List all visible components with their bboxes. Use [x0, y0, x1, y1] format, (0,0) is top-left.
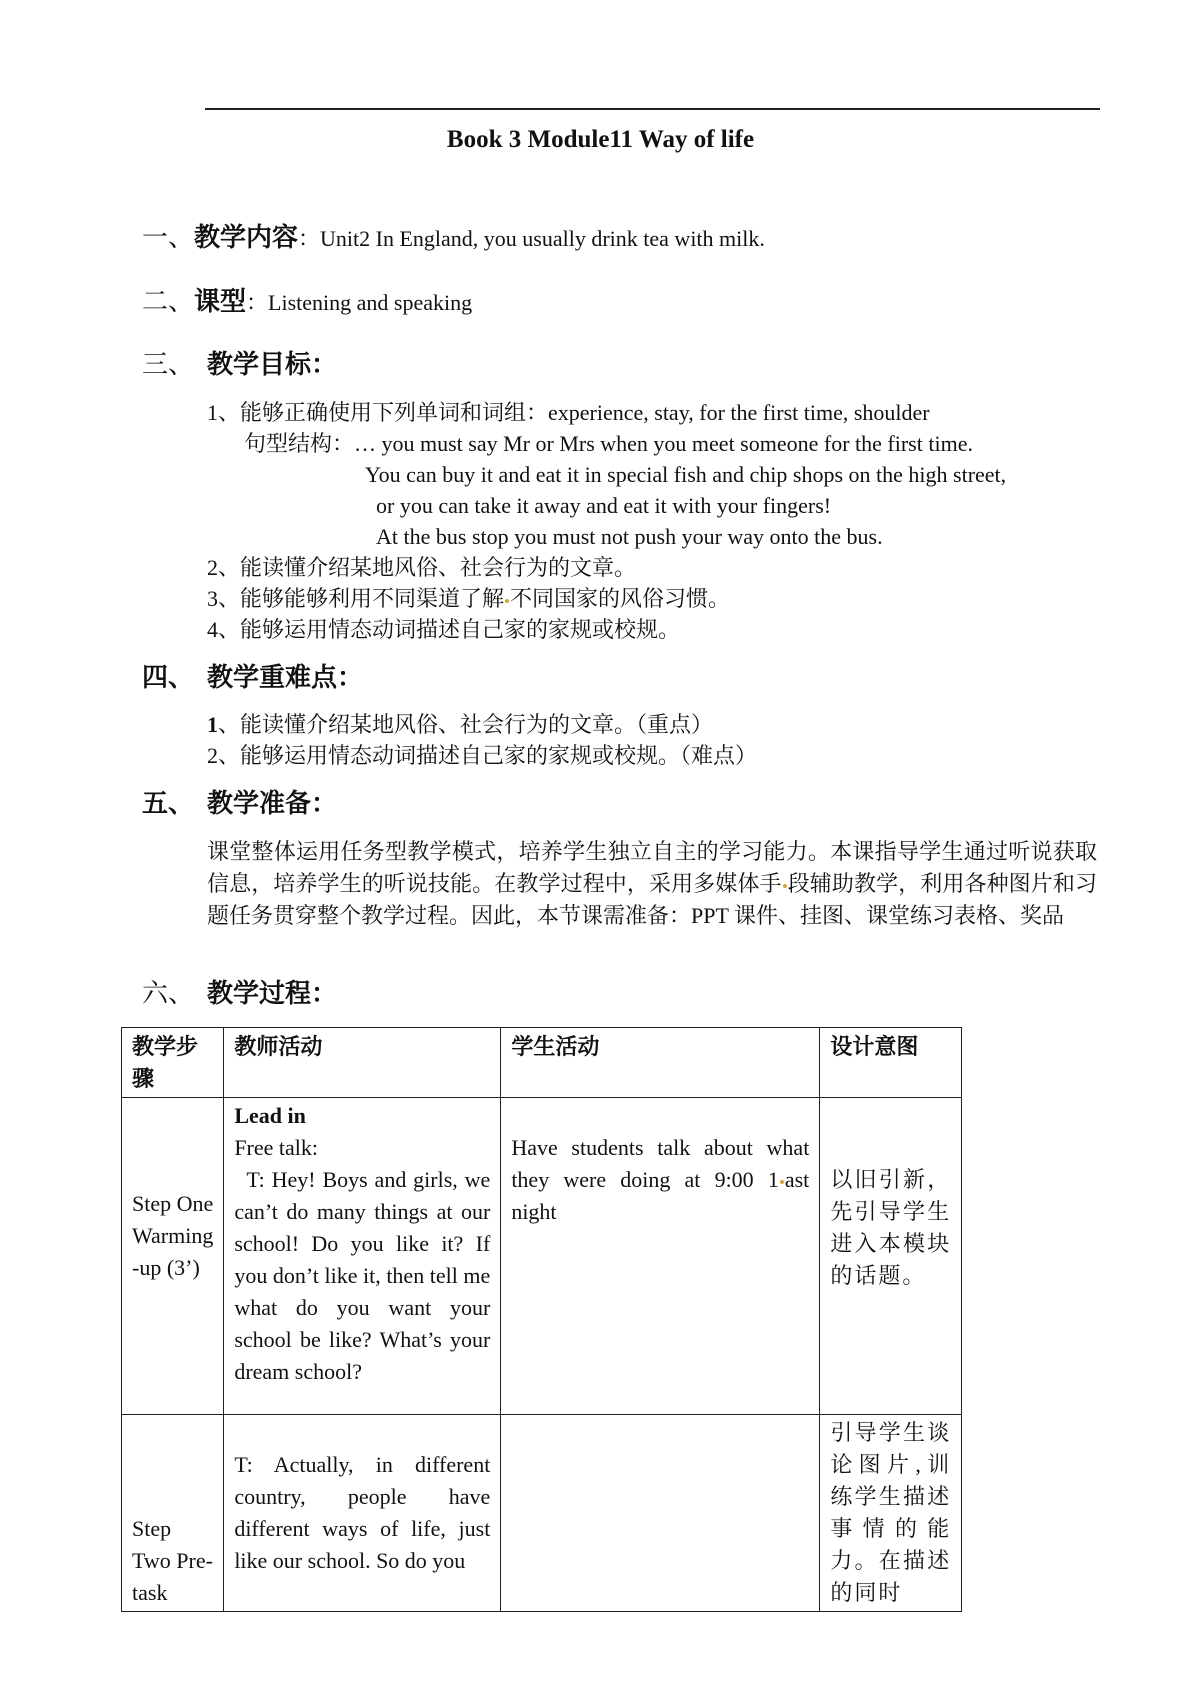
- row1-teacher-text: T: Hey! Boys and girls, we can’t do many things at our school! Do you like it? If you don’t like it, then tell me what do you want your school be like? What’s your dream school?: [234, 1167, 491, 1384]
- section-number: 三、: [142, 350, 195, 379]
- row2-teacher-activity: T: Actually, in different country, people have different ways of life, just like our school. So do you: [224, 1415, 501, 1612]
- section-lesson-type: [142, 286, 472, 319]
- table-row: [122, 1098, 962, 1415]
- section-objectives-heading: [142, 349, 337, 381]
- section-number: 四、: [142, 663, 195, 692]
- objective-item-2: 2、能读懂介绍某地风俗、社会行为的文章。: [207, 555, 637, 580]
- section-number: 一、: [142, 223, 195, 252]
- section-label: 课型: [194, 287, 247, 316]
- preparation-paragraph: [207, 836, 1097, 932]
- row1-student-activity: [501, 1098, 820, 1415]
- section-number: 二、: [142, 287, 195, 316]
- section-number: 六、: [142, 979, 195, 1008]
- section-key-points-heading: [142, 662, 363, 694]
- colon: ：: [298, 226, 321, 251]
- key-point-1: [207, 709, 713, 741]
- section-text: Listening and speaking: [268, 290, 473, 315]
- sentence-example-4: At the bus stop you must not push your way onto the bus.: [376, 524, 883, 549]
- header-teacher-activity: 教师活动: [224, 1028, 501, 1098]
- table-row: [122, 1415, 962, 1612]
- objective-item-3: [207, 583, 730, 615]
- preparation-paragraph-part-b: 段辅助教学，利用各种图片和习题任务贯穿整个教学过程。因此，本节课需准备：PPT 课件、挂图、课堂练习表格、奖品: [207, 871, 1097, 928]
- objective-item-3-part-b: 不同国家的风俗习惯。: [510, 586, 731, 611]
- sentence-structure: 句型结构：… you must say Mr or Mrs when you meet someone for the first time.: [244, 431, 973, 456]
- header-design-intent: 设计意图: [820, 1028, 962, 1098]
- row1-teacher-activity: [224, 1098, 501, 1415]
- header-rule: [205, 108, 1100, 110]
- page-title: Book 3 Module11 Way of life: [446, 126, 755, 153]
- sentence-example-3: or you can take it away and eat it with your fingers!: [376, 493, 832, 518]
- section-preparation-heading: [142, 788, 337, 820]
- row1-teacher-heading: Lead in: [234, 1103, 306, 1128]
- row1-step: Step One Warming -up (3’): [122, 1098, 224, 1415]
- row2-design-intent: 引导学生谈论图片,训练学生描述事情的能力。在描述的同时: [820, 1415, 962, 1612]
- annotation-mark: [783, 884, 787, 888]
- annotation-mark: [505, 599, 509, 603]
- colon: ：: [246, 290, 269, 315]
- teaching-process-table: [121, 1027, 962, 1612]
- header-step: 教学步骤: [122, 1028, 224, 1098]
- section-process-heading: [142, 978, 337, 1010]
- section-label: 教学重难点：: [207, 663, 364, 692]
- row1-student-text-b: ast night: [511, 1167, 810, 1224]
- section-number: 五、: [142, 789, 195, 818]
- table-header-row: [122, 1028, 962, 1098]
- key-point-1-text: 、能读懂介绍某地风俗、社会行为的文章。（重点）: [218, 712, 714, 737]
- row2-step: Step Two Pre-task: [122, 1415, 224, 1612]
- section-teaching-content: [142, 222, 765, 255]
- objective-item-4: 4、能够运用情态动词描述自己家的家规或校规。: [207, 617, 681, 642]
- section-label: 教学准备：: [207, 789, 338, 818]
- row1-design-intent: 以旧引新，先引导学生进入本模块的话题。: [820, 1098, 962, 1415]
- section-text: Unit2 In England, you usually drink tea with milk.: [320, 226, 765, 251]
- row1-teacher-sub: Free talk:: [234, 1135, 319, 1160]
- header-student-activity: 学生活动: [501, 1028, 820, 1098]
- annotation-mark: [780, 1180, 784, 1184]
- objective-item-3-part-a: 3、能够能够利用不同渠道了解: [207, 586, 505, 611]
- key-point-2: 2、能够运用情态动词描述自己家的家规或校规。（难点）: [207, 743, 758, 768]
- row2-student-activity: [501, 1415, 820, 1612]
- section-label: 教学过程：: [207, 979, 338, 1008]
- preparation-paragraph-part-a: 课堂整体运用任务型教学模式，培养学生独立自主的学习能力。本课指导学生通过听说获取信息，培养学生的听说技能。在教学过程中，采用多媒体手: [207, 839, 1097, 896]
- section-label: 教学目标：: [207, 350, 338, 379]
- section-label: 教学内容: [194, 223, 299, 252]
- sentence-example-2: You can buy it and eat it in special fish and chip shops on the high street,: [365, 462, 1007, 487]
- row1-student-text-a: Have students talk about what they were doing at 9:00 1: [511, 1135, 810, 1192]
- objective-item-1: 1、能够正确使用下列单词和词组：experience, stay, for the first time, shoulder: [207, 400, 930, 425]
- key-point-1-number: 1: [207, 712, 218, 737]
